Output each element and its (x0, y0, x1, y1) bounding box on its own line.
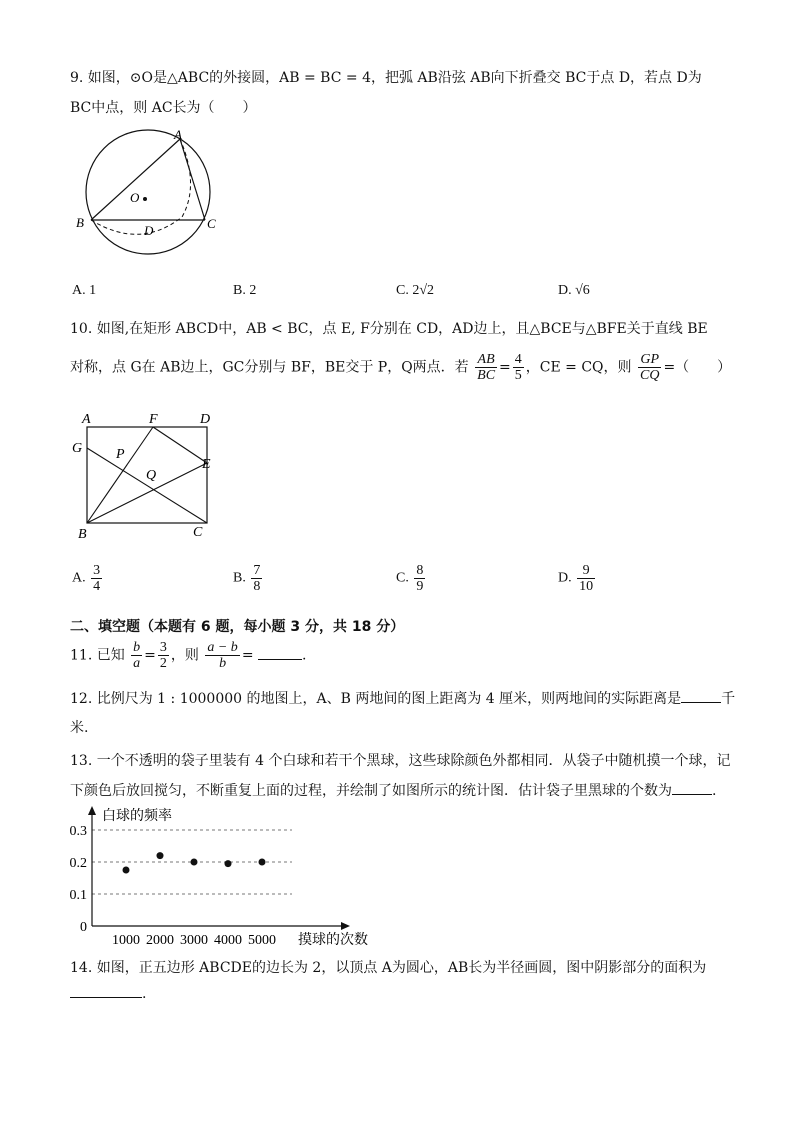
q13-line2: 下颜色后放回搅匀，不断重复上面的过程，并绘制了如图所示的统计图．估计袋子里黑球的个数为 . (70, 783, 717, 799)
q14-line2: . (70, 986, 146, 1002)
q9-label-C: C (207, 216, 216, 231)
q10-label-P: P (116, 447, 125, 462)
q12-line2: 米. (70, 720, 89, 736)
q10-line1: 10. 如图,在矩形 ABCD中，AB < BC，点 E, F分别在 CD，AD边上，且△BCE与△BFE关于直线 BE (70, 321, 708, 337)
chart-ytick-label: 0.2 (69, 856, 87, 871)
q10-label-F: F (149, 412, 158, 427)
chart-xlabel: 摸球的次数 (298, 933, 368, 948)
q9-label-D: D (144, 223, 154, 238)
chart-data-point (191, 859, 198, 866)
q9-option-c: C. 2√2 (396, 283, 435, 298)
q10-option-b: B. $\frac{7}{8}$ (233, 563, 261, 594)
chart-xtick-label: 2000 (146, 933, 174, 948)
q10-label-G: G (72, 441, 83, 456)
q13-line1: 13. 一个不透明的袋子里装有 4 个白球和若干个黑球，这些球除颜色外都相同．从袋子中随机摸一个球，记 (70, 753, 731, 769)
q9-line1: 9. 如图，⊙O是△ABC的外接圆，AB = BC = 4，把弧 AB沿弦 AB向下折叠交 BC于点 D，若点 D为 (70, 70, 702, 86)
q9-line2: BC中点，则 AC长为（ ） (70, 100, 257, 116)
q9-label-A: A (174, 127, 182, 142)
q10-label-C: C (193, 525, 203, 540)
chart-data-point (259, 859, 266, 866)
chart-ytick-label: 0 (80, 920, 87, 935)
q10-label-E: E (202, 457, 211, 472)
chart-ytick-label: 0.1 (69, 888, 87, 903)
chart-xtick-label: 1000 (112, 933, 140, 948)
q10-label-D: D (200, 412, 211, 427)
q9-label-B: B (76, 215, 84, 230)
q12-answer-blank[interactable] (681, 702, 721, 703)
q10-label-A: A (82, 412, 91, 427)
chart-data-point (225, 860, 232, 867)
q9-label-O: O (130, 190, 140, 205)
chart-xtick-label: 5000 (248, 933, 276, 948)
q9-option-b: B. 2 (233, 283, 257, 298)
chart-title: 白球的频率 (102, 809, 172, 824)
chart-xtick-label: 4000 (214, 933, 242, 948)
chart-data-point (123, 867, 130, 874)
q11: 11. 已知 $\frac{b}{a}$ = $\frac{3}{2}$ ，则 $\frac{a - b}{b}$ = . (70, 640, 307, 671)
q12-line1: 12. 比例尺为 1 : 1000000 的地图上，A、B 两地间的图上距离为 4 厘米，则两地间的实际距离是 千 (70, 691, 736, 707)
q9-option-a: A. 1 (72, 283, 97, 298)
q10-option-a: A. $\frac{3}{4}$ (72, 563, 101, 594)
q14-answer-blank[interactable] (70, 997, 142, 998)
q13-answer-blank[interactable] (672, 794, 712, 795)
q9-option-d: D. √6 (558, 283, 590, 298)
q10-label-B: B (78, 527, 87, 542)
q14-line1: 14. 如图，正五边形 ABCDE的边长为 2，以顶点 A为圆心，AB长为半径画圆，图中阴影部分的面积为 (70, 960, 707, 976)
chart-ytick-label: 0.3 (69, 824, 87, 839)
q10-option-c: C. $\frac{8}{9}$ (396, 563, 424, 594)
frequency-chart (60, 802, 390, 952)
q11-answer-blank[interactable] (258, 659, 302, 660)
section-heading: 二、填空题（本题有 6 题，每小题 3 分，共 18 分） (70, 619, 405, 635)
q9-figure (70, 125, 230, 265)
q10-option-d: D. $\frac{9}{10}$ (558, 563, 594, 594)
q10-figure (70, 405, 230, 550)
q10-label-Q: Q (146, 468, 157, 483)
chart-data-point (157, 852, 164, 859)
chart-xtick-label: 3000 (180, 933, 208, 948)
q10-line2: 对称，点 G在 AB边上，GC分别与 BF，BE交于 P，Q两点．若 $\frac{AB}{BC}$ = $\frac{4}{5}$ ，CE = CQ，则 $\frac{GP}{CQ}$ =（ ） (70, 352, 732, 383)
